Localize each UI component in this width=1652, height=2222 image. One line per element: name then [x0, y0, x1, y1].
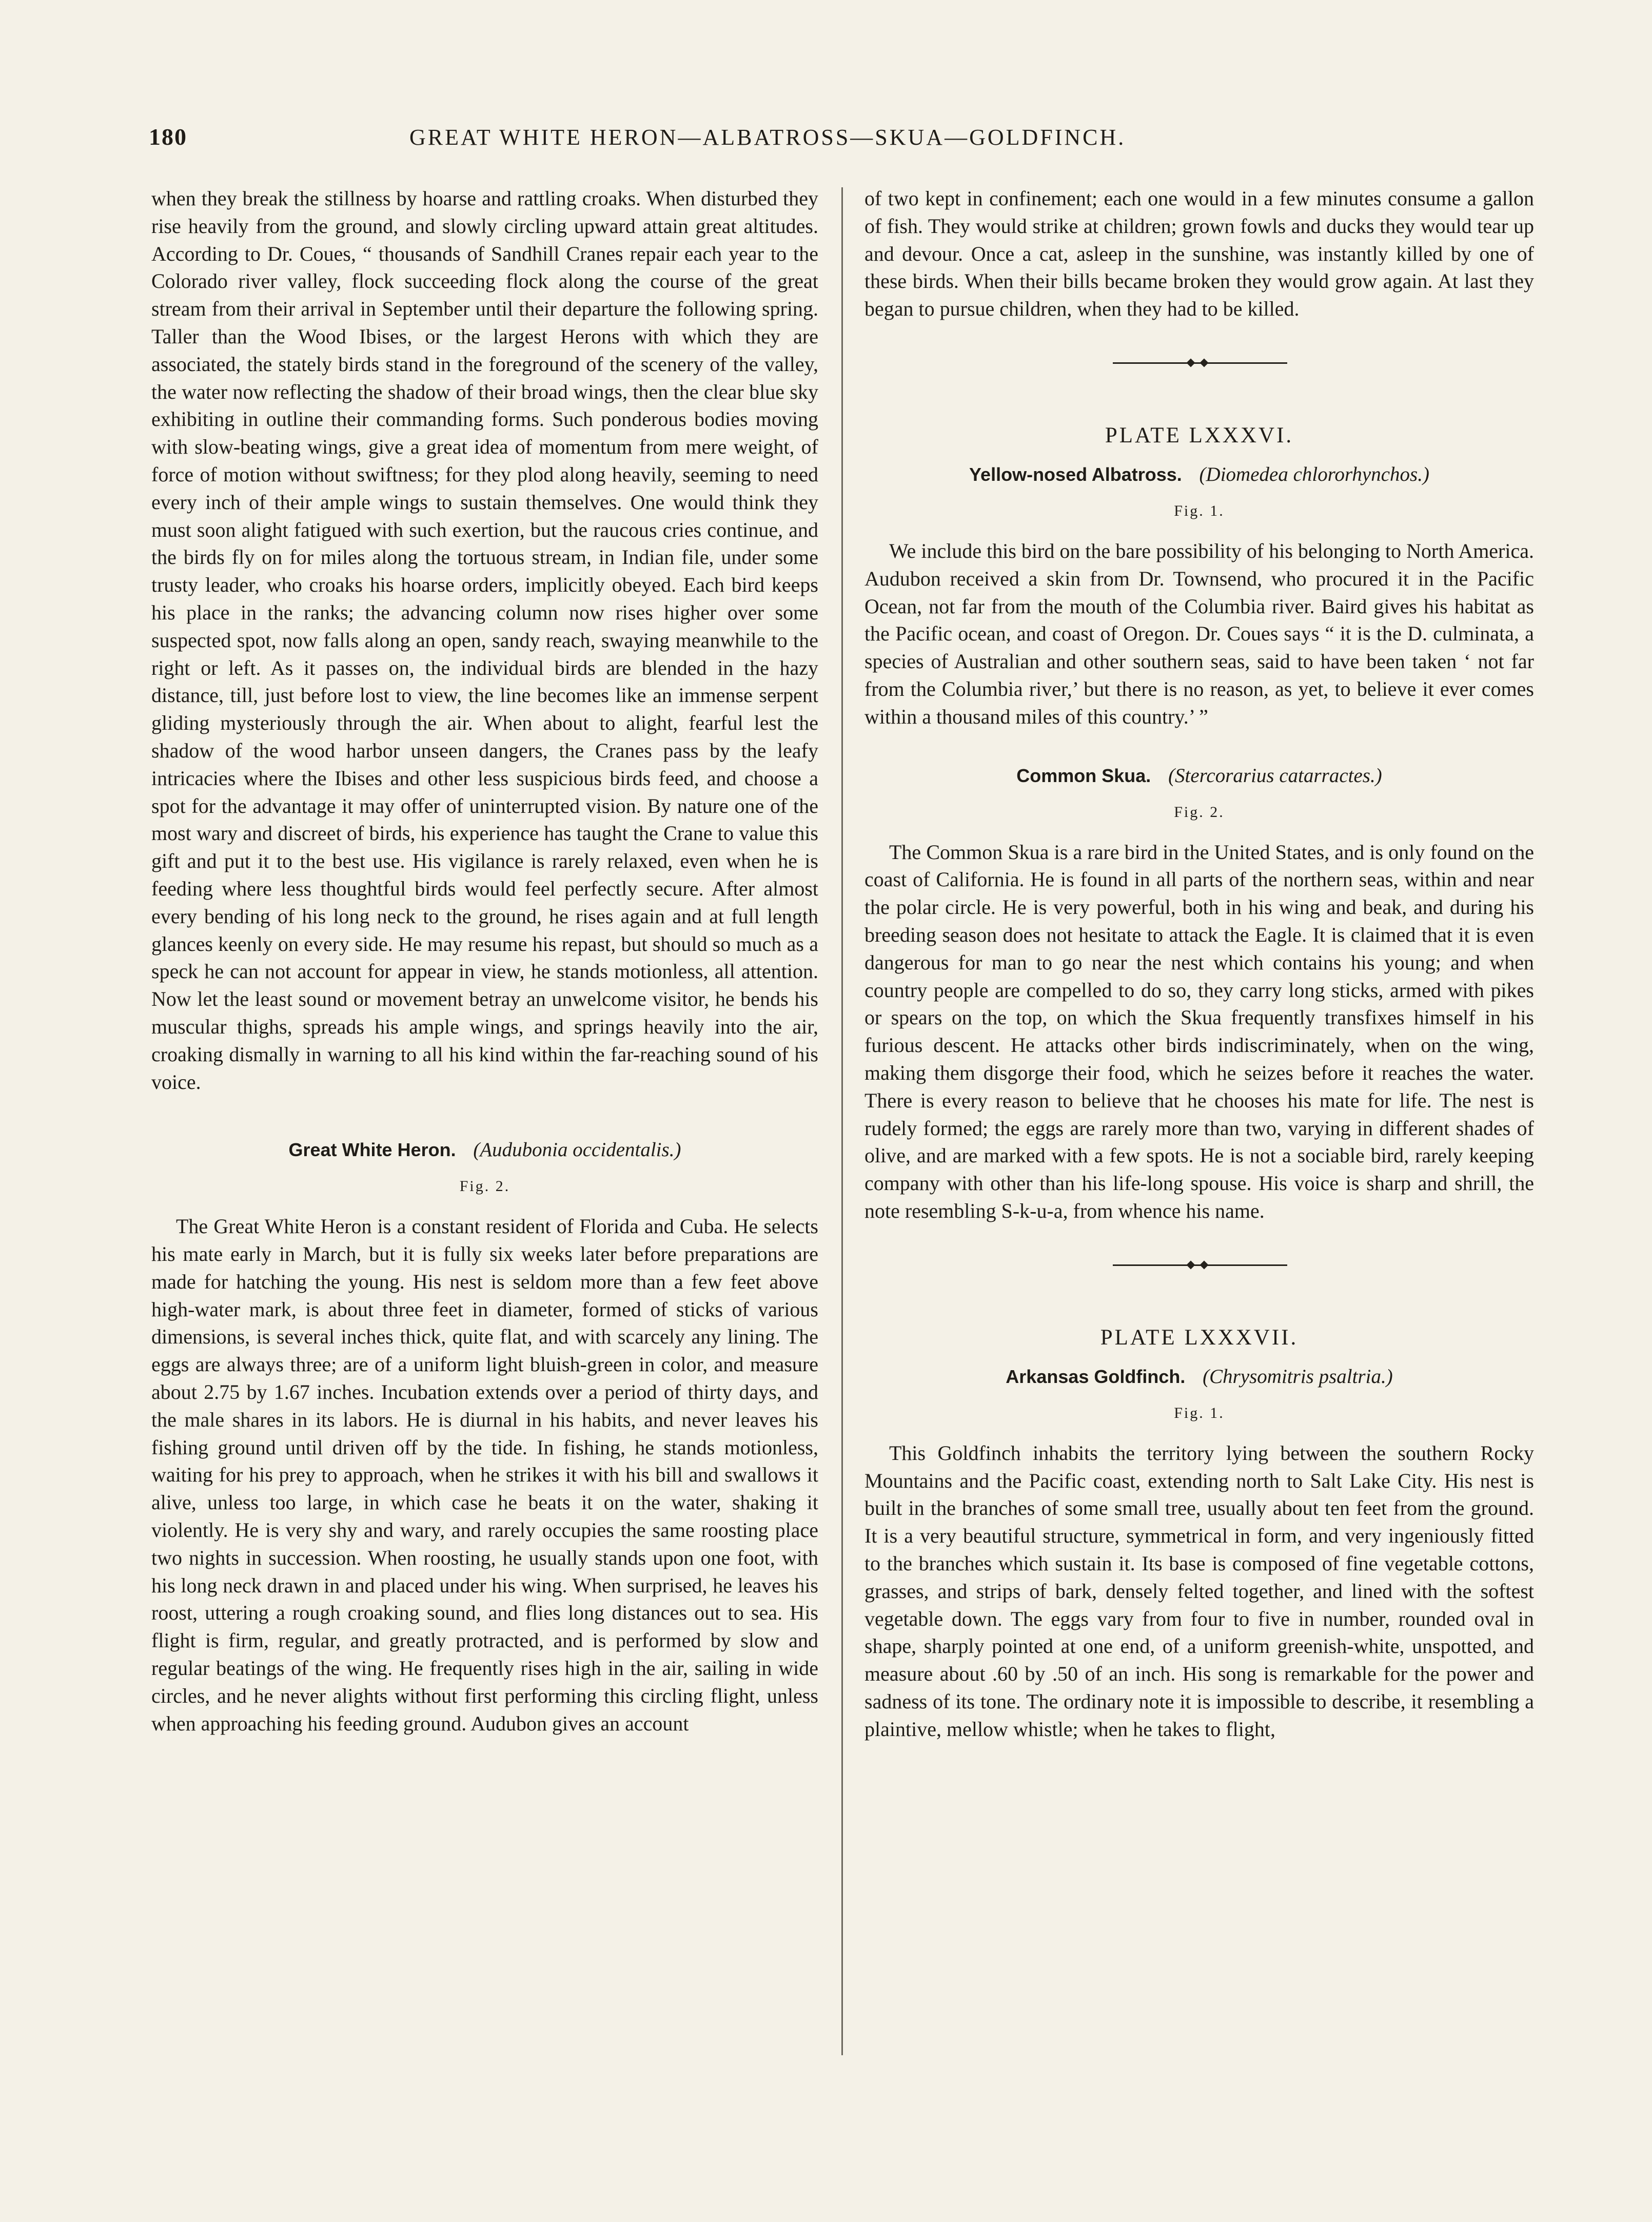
goldfinch-name: Arkansas Goldfinch.: [1006, 1366, 1186, 1387]
page-header: [149, 123, 1280, 164]
goldfinch-paragraph: This Goldfinch inhabits the territory lying between the southern Rocky Mountains and the Pacific coast, extending north to Salt Lake City. His nest is built in the branches of some small tree, usually about ten feet from the ground. It is a very beautiful structure, symmetrical in form, and very ingeniously fitted to the branches which sustain it. Its base is composed of fine vegetable cottons, grasses, and strips of bark, densely felted together, and lined with the softest vegetable down. The eggs vary from four to five in number, rounded oval in shape, sharply pointed at one end, of a uniform greenish-white, unspotted, and measure about .60 by .50 of an inch. His song is remarkable for the power and sadness of its tone. The ordinary note it is impossible to describe, it resembling a plaintive, mellow whistle; when he takes to flight,: [864, 1441, 1534, 1741]
column-divider: [841, 187, 843, 2055]
skua-paragraph: The Common Skua is a rare bird in the United States, and is only found on the coast of California. He is found in all parts of the northern seas, within and near the polar circle. He is very powerful, both in his wing and beak, and during his breeding season does not hesitate to attack the Eagle. It is claimed that it is even dangerous for man to go near the nest which contains his young; and when country people are compelled to do so, they carry long sticks, armed with pikes or spears on the top, on which the Skua frequently transfixes himself in his furious descent. He attacks other birds indiscriminately, when on the wing, making them disgorge their food, which he seizes before it reaches the water. There is every reason to believe that he chooses his mate for life. The nest is rudely formed; the eggs are rarely more than two, varying in different shades of olive, and are marked with a few spots. He is not a sociable bird, rarely keeping company with other than his life-long spouse. His voice is sharp and shrill, the note resembling S-k-u-a, from whence his name.: [864, 840, 1534, 1222]
goldfinch-fig-label: Fig. 1.: [1174, 1404, 1225, 1421]
skua-fig-label: Fig. 2.: [1174, 803, 1225, 821]
heron-continuation-paragraph: of two kept in confinement; each one would in a few minutes consume a gallon of fish. They would strike at children; grown fowls and ducks they would tear up and devour. Once a cat, asleep in the sunshine, was instantly killed by one of these birds. When their bills became broken they would grow again. At last they began to pursue children, when they had to be killed.: [864, 187, 1534, 321]
left-column: [151, 185, 818, 1737]
albatross-fig-label: Fig. 1.: [1174, 502, 1225, 519]
heron-name: Great White Heron.: [288, 1139, 456, 1161]
heron-latin-name: (Audubonia occidentalis.): [473, 1139, 681, 1161]
ornament-dot: [1187, 1260, 1195, 1269]
right-column: [864, 185, 1534, 1743]
skua-heading: [864, 762, 1534, 790]
ornament-rule: [1113, 358, 1287, 368]
ornament-rule: [1113, 1260, 1287, 1270]
plate-86-title: PLATE LXXXVI.: [1105, 423, 1294, 447]
heron-heading: [151, 1136, 818, 1164]
plate-87-title: PLATE LXXXVII.: [1100, 1325, 1299, 1350]
heron-paragraph: The Great White Heron is a constant resident of Florida and Cuba. He selects his mate early in March, but it is fully six weeks later before preparations are made for hatching the young. His nest is seldom more than a few feet above high-water mark, is about three feet in diameter, formed of sticks of various dimensions, is several inches thick, quite flat, and with scarcely any lining. The eggs are always three; are of a uniform light bluish-green in color, and measure about 2.75 by 1.67 inches. Incubation extends over a period of thirty days, and the male shares in its labors. He is diurnal in his habits, and never leaves his fishing ground until driven off by the tide. In fishing, he stands motionless, waiting for his prey to approach, when he strikes it with his bill and swallows it alive, unless too large, in which case he beats it on the water, shaking it violently. He is very shy and wary, and rarely occupies the same roosting place two nights in succession. When roosting, he usually stands upon one foot, with his long neck drawn in and placed under his wing. When surprised, he leaves his roost, uttering a rough croaking sound, and flies long distances out to sea. His flight is firm, regular, and greatly protracted, and is performed by slow and regular beatings of the wing. He frequently rises high in the air, sailing in wide circles, and he never alights without first performing this circling flight, unless when approaching his feeding ground. Audubon gives an account: [151, 1215, 818, 1735]
goldfinch-latin-name: (Chrysomitris psaltria.): [1203, 1365, 1393, 1388]
crane-continuation-paragraph: when they break the stillness by hoarse and rattling croaks. When disturbed they rise heavily from the ground, and slowly circling upward attain great altitudes. According to Dr. Coues, “ thousands of Sandhill Cranes repair each year to the Colorado river valley, flock succeeding flock along the course of the great stream from their arrival in September until their departure the following spring. Taller than the Wood Ibises, or the largest Herons with which they are associated, the stately birds stand in the foreground of the scenery of the valley, the water now reflecting the shadow of their broad wings, then the clear blue sky exhibiting in outline their commanding forms. Such ponderous bodies moving with slow-beating wings, give a great idea of momentum from mere weight, of force of motion without swiftness; for they plod along heavily, seeming to need every inch of their ample wings to sustain themselves. One would think they must soon alight fatigued with such exertion, but the raucous cries continue, and the birds fly on for miles along the tortuous stream, in Indian file, under some trusty leader, who croaks his hoarse orders, implicitly obeyed. Each bird keeps his place in the ranks; the advancing column now rises higher over some suspected spot, now falls along an open, sandy reach, swaying meanwhile to the right or left. As it passes on, the individual birds are blended in the hazy distance, till, just before lost to view, the line becomes like an immense serpent gliding mysteriously through the air. When about to alight, fearful lest the shadow of the wood harbor unseen dangers, the Cranes pass by the leafy intricacies where the Ibises and other less suspicious birds feed, and choose a spot for the advantage it may offer of uninterrupted vision. By nature one of the most wary and discreet of birds, his experience has taught the Crane to value this gift and put it to the best use. His vigilance is rarely relaxed, even when he is feeding where less thoughtful birds would feel perfectly secure. After almost every bending of his long neck to the ground, he rises again and at full length glances keenly on every side. He may resume his repast, but should so much as a speck he can not account for appear in view, he stands motionless, all attention. Now let the least sound or movement betray an unwelcome visitor, he bends his muscular thighs, spreads his ample wings, and springs heavily into the air, croaking dismally in warning to all his kind within the far-reaching sound of his voice.: [151, 187, 818, 1094]
skua-latin-name: (Stercorarius catarractes.): [1168, 764, 1382, 787]
ornament-dot: [1200, 1260, 1209, 1269]
heron-fig-label: Fig. 2.: [459, 1178, 510, 1195]
ornament-divider-2: [864, 1256, 1534, 1292]
running-title: GREAT WHITE HERON—ALBATROSS—SKUA—GOLDFINCH.: [409, 125, 1126, 150]
ornament-dot: [1200, 358, 1209, 367]
albatross-latin-name: (Diomedea chlororhynchos.): [1199, 463, 1429, 485]
goldfinch-heading: [864, 1362, 1534, 1391]
ornament-divider-1: [864, 354, 1534, 389]
skua-name: Common Skua.: [1016, 765, 1151, 786]
albatross-paragraph: We include this bird on the bare possibility of his belonging to North America. Audubon received a skin from Dr. Townsend, who procured it in the Pacific Ocean, not far from the mouth of the Columbia river. Baird gives his habitat as the Pacific ocean, and coast of Oregon. Dr. Coues says “ it is the D. culminata, a species of Australian and other southern seas, said to have been taken ‘ not far from the Columbia river,’ but there is no reason, as yet, to believe it ever comes within a thousand miles of this country.’ ”: [864, 539, 1534, 728]
albatross-name: Yellow-nosed Albatross.: [969, 463, 1182, 485]
albatross-heading: [864, 460, 1534, 489]
page-number: 180: [149, 124, 187, 150]
ornament-dot: [1187, 358, 1195, 367]
